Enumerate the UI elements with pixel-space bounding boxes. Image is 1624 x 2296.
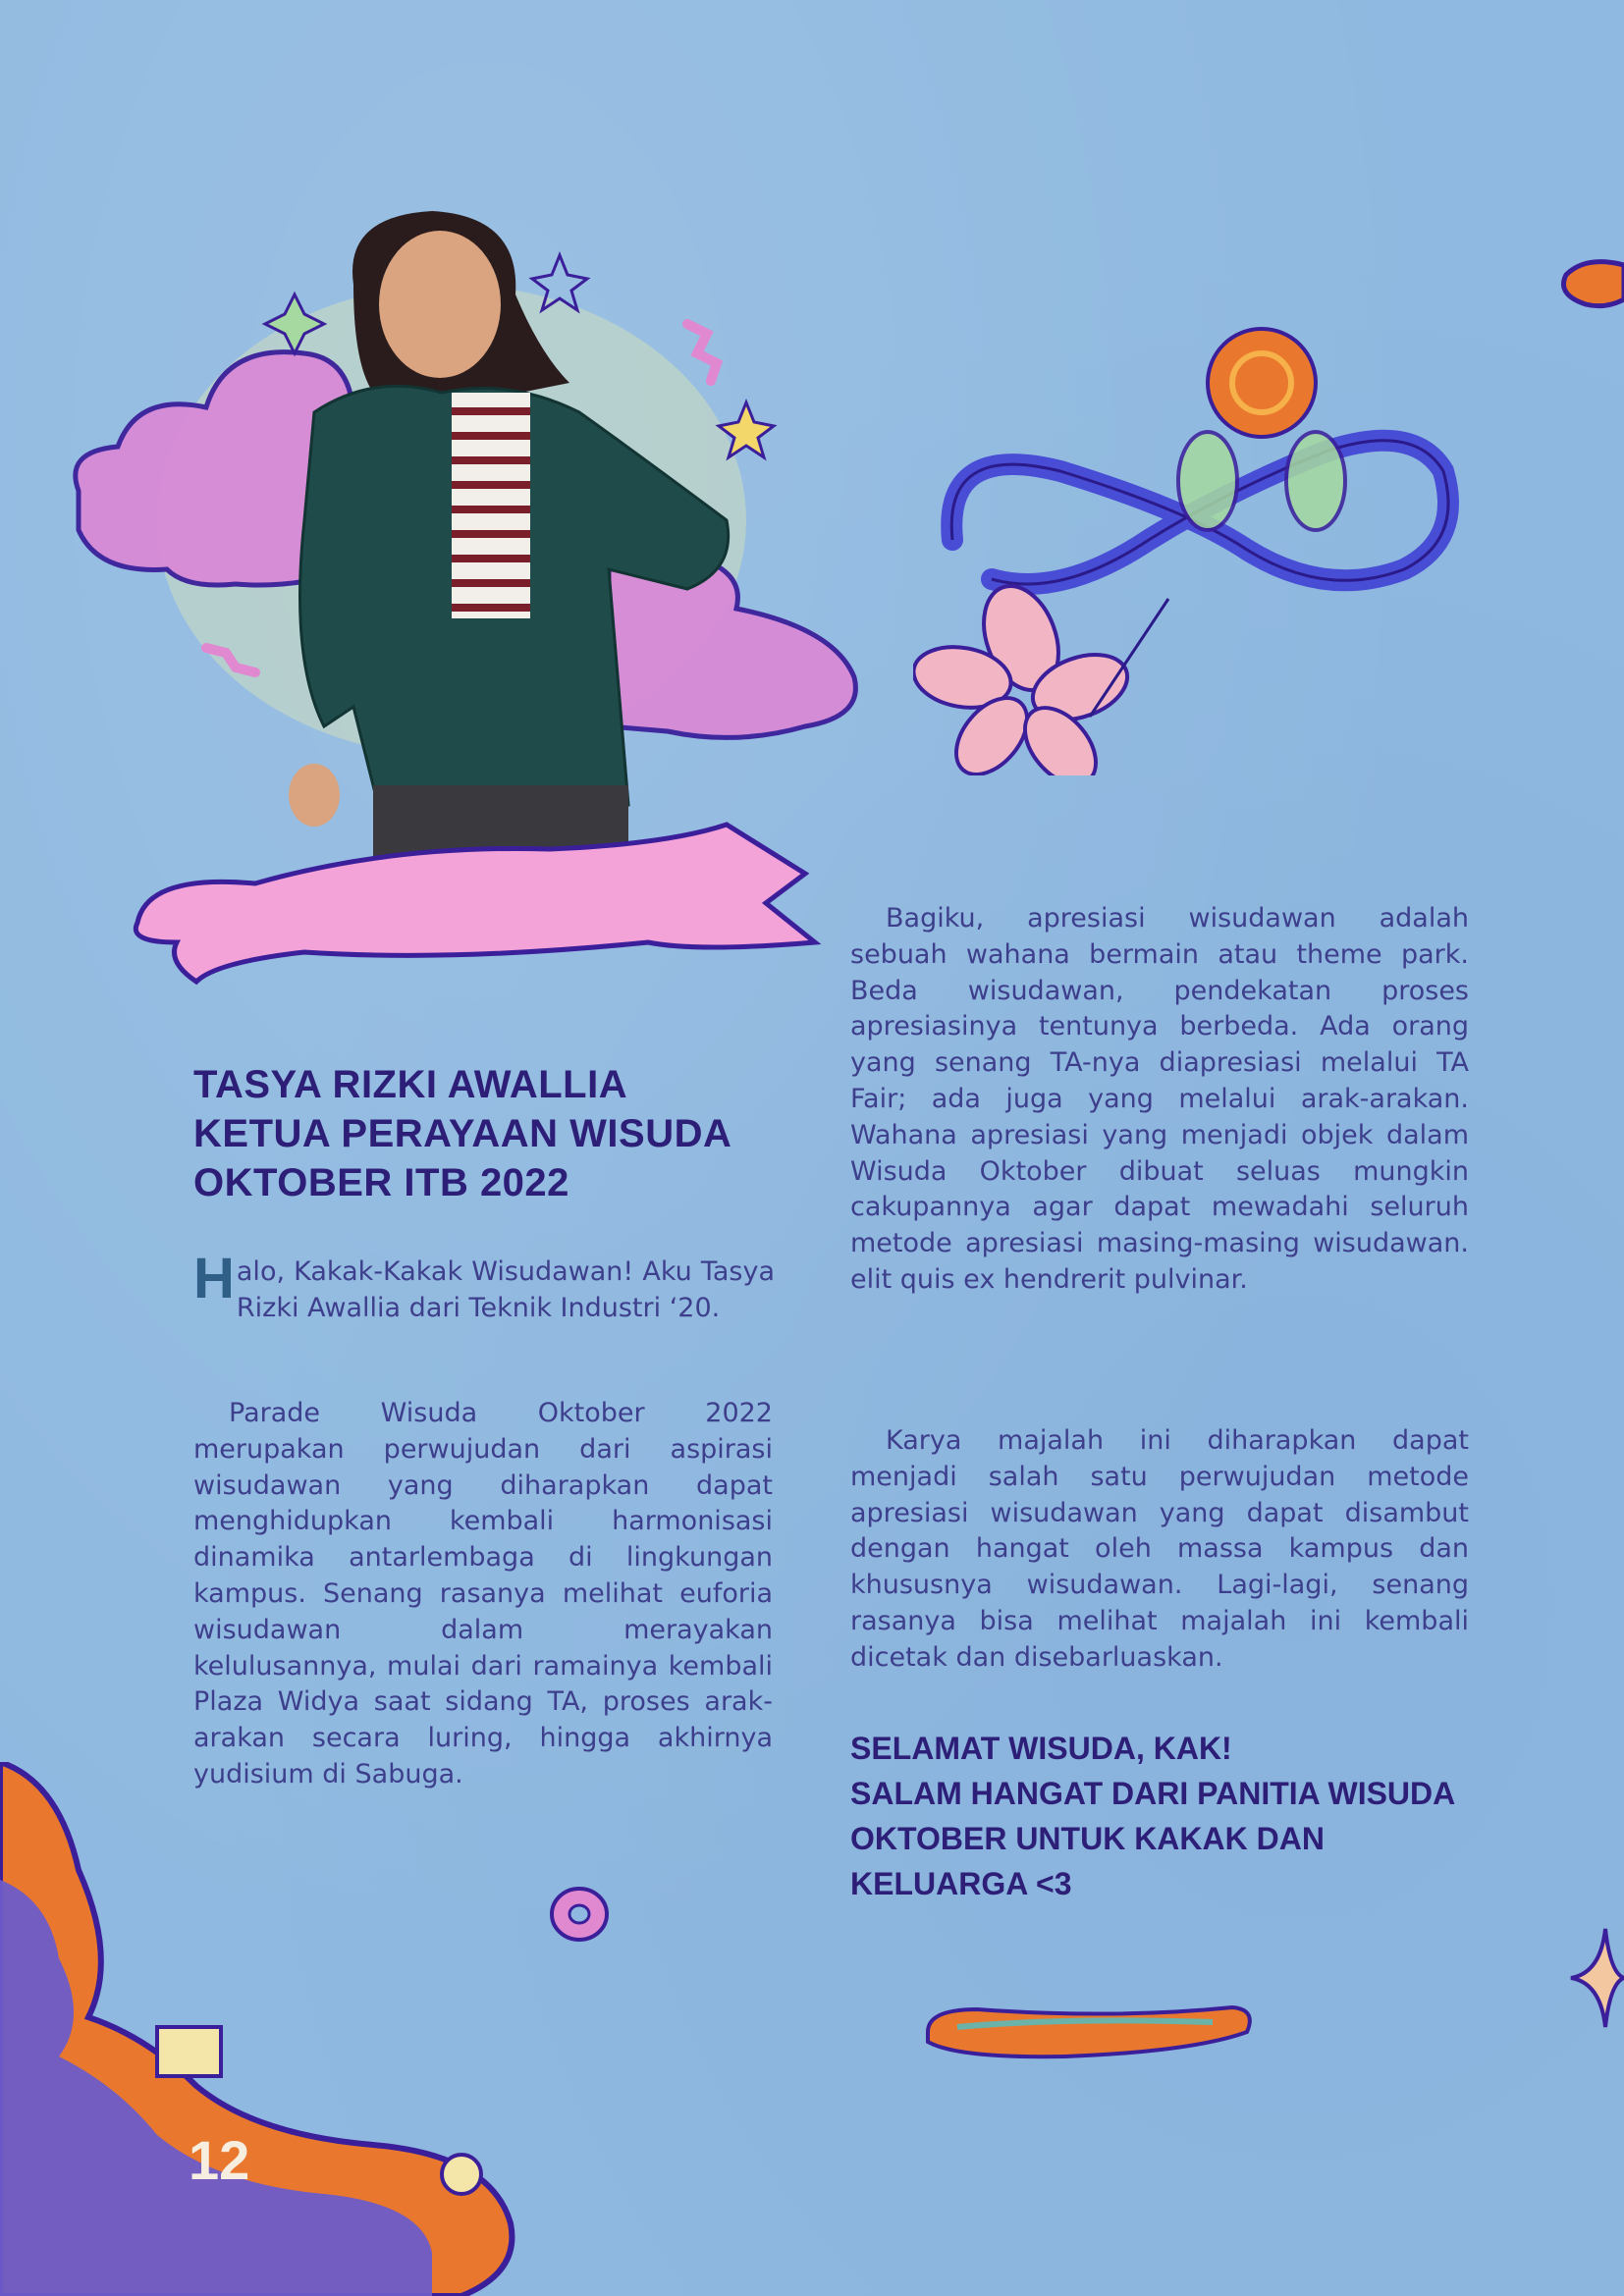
rose-flower	[1208, 329, 1316, 437]
profile-heading	[193, 1060, 743, 1207]
profile-role-line-2: OKTOBER ITB 2022	[193, 1161, 569, 1204]
left-paragraph: Parade Wisuda Oktober 2022 merupakan perwujudan dari aspirasi wisudawan yang diharapkan dapat menghidupkan kembali harmonisasi dinamika antarlembaga di lingkungan kampus. Senang rasanya melihat euforia wisudawan dalam merayakan kelulusannya, mulai dari ramainya kembali Plaza Widya saat sidang TA, proses arak-arakan secara luring, hingga akhirnya yudisium di Sabuga.	[193, 1398, 773, 1789]
profile-role-line-1: KETUA PERAYAAN WISUDA	[193, 1112, 732, 1155]
portrait-illustration	[59, 196, 884, 1001]
bottom-left-blob	[0, 1762, 530, 2296]
right-paragraph-2: Karya majalah ini diharapkan dapat menjadi salah satu perwujudan metode apresiasi wisudawan yang dapat disambut dengan hangat oleh massa kampus dan khususnya wisudawan. Lagi-lagi, senang rasanya bisa melihat majalah ini kembali dicetak dan disebarluaskan.	[850, 1425, 1469, 1673]
face	[379, 231, 501, 378]
left-column	[193, 1396, 773, 1793]
ribbon-banner	[135, 825, 815, 982]
right-column	[850, 901, 1469, 1299]
drop-cap: H	[193, 1247, 235, 1310]
intro-paragraph	[193, 1247, 775, 1327]
right-paragraph-1: Bagiku, apresiasi wisudawan adalah sebuah wahana bermain atau theme park. Beda wisudawan, pendekatan proses apresiasinya tentunya berbeda. Ada orang yang senang TA-nya diapresiasi melalui TA Fair; ada juga yang melalui arak-arakan. Wahana apresiasi yang menjadi objek dalam Wisuda Oktober dibuat seluas mungkin cakupannya agar dapat mewadahi seluruh metode apresiasi masing-masing wisudawan. elit quis ex hendrerit pulvinar.	[850, 903, 1469, 1295]
infinity-flower-illustration	[913, 285, 1463, 775]
page-number: 12	[189, 2129, 250, 2191]
closing-greeting	[850, 1726, 1479, 1906]
five-petal-flower	[913, 575, 1136, 775]
closing-line-1: SELAMAT WISUDA, KAK!	[850, 1731, 1232, 1766]
hand	[289, 764, 340, 827]
brush-stroke-decoration	[918, 1998, 1257, 2066]
edge-decoration-top-right	[1546, 216, 1624, 334]
intro-text: alo, Kakak-Kakak Wisudawan! Aku Tasya Rizki Awallia dari Teknik Industri ‘20.	[236, 1256, 775, 1323]
closing-line-2: SALAM HANGAT DARI PANITIA WISUDA	[850, 1776, 1456, 1811]
squiggle	[687, 324, 717, 381]
closing-line-3: OKTOBER UNTUK KAKAK DAN KELUARGA <3	[850, 1821, 1325, 1901]
sparkle-right-edge	[1566, 1919, 1624, 2037]
donut-decoration	[545, 1885, 614, 1944]
right-column-2	[850, 1423, 1469, 1677]
profile-name: TASYA RIZKI AWALLIA	[193, 1063, 628, 1106]
